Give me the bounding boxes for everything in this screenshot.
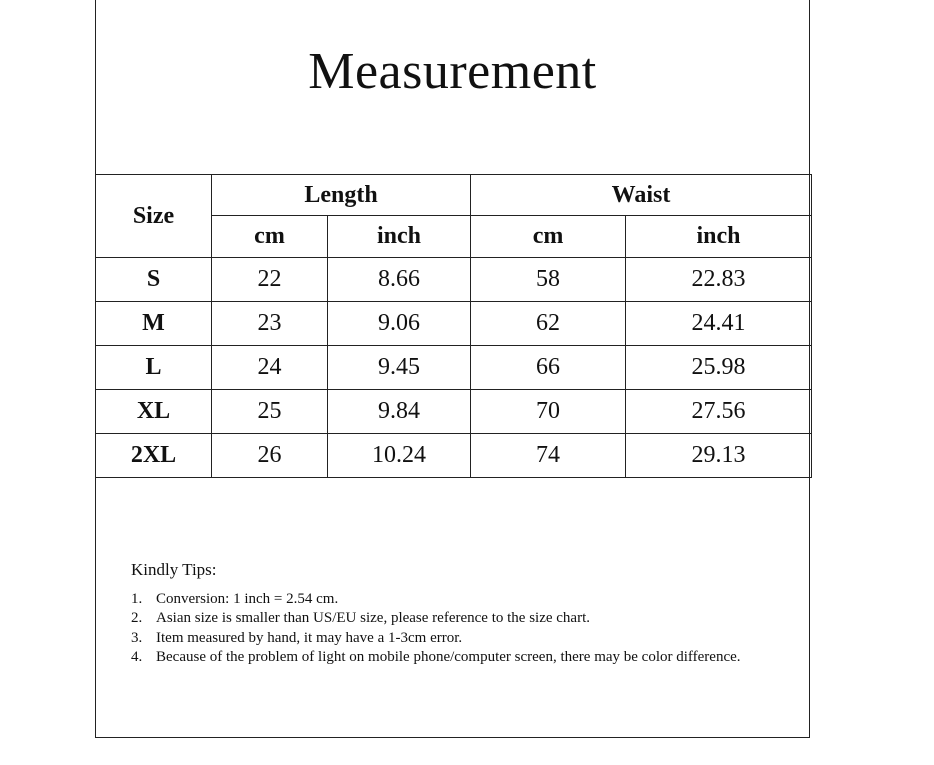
tip-number: 2. bbox=[131, 610, 143, 626]
length-cm-cell: 26 bbox=[212, 434, 328, 478]
list-item bbox=[131, 590, 751, 610]
waist-inch-cell: 22.83 bbox=[626, 258, 812, 302]
length-inch-cell: 9.45 bbox=[328, 346, 471, 390]
length-cm-cell: 22 bbox=[212, 258, 328, 302]
tip-text: Item measured by hand, it may have a 1-3cm error. bbox=[156, 629, 463, 646]
length-inch-cell: 9.84 bbox=[328, 390, 471, 434]
length-cm-header: cm bbox=[212, 216, 328, 258]
length-cm-cell: 25 bbox=[212, 390, 328, 434]
tip-text: Because of the problem of light on mobile phone/computer screen, there may be color difference. bbox=[156, 649, 741, 665]
tip-number: 4. bbox=[131, 649, 143, 665]
waist-cm-cell: 70 bbox=[471, 390, 626, 434]
tip-text: Conversion: 1 inch = 2.54 cm. bbox=[156, 590, 339, 607]
page-title: Measurement bbox=[308, 43, 597, 100]
waist-inch-cell: 25.98 bbox=[626, 346, 812, 390]
kindly-tips bbox=[131, 560, 751, 668]
length-cm-cell: 24 bbox=[212, 346, 328, 390]
size-cell: S bbox=[96, 258, 212, 302]
table-row bbox=[96, 434, 812, 478]
list-item bbox=[131, 609, 751, 629]
tip-number: 3. bbox=[131, 629, 143, 646]
waist-cm-cell: 66 bbox=[471, 346, 626, 390]
length-inch-header: inch bbox=[328, 216, 471, 258]
length-inch-cell: 9.06 bbox=[328, 302, 471, 346]
tip-text: Asian size is smaller than US/EU size, please reference to the size chart. bbox=[156, 610, 590, 626]
size-cell: L bbox=[96, 346, 212, 390]
size-cell: XL bbox=[96, 390, 212, 434]
waist-inch-header: inch bbox=[626, 216, 812, 258]
tip-number: 1. bbox=[131, 590, 143, 607]
waist-inch-cell: 27.56 bbox=[626, 390, 812, 434]
table-row bbox=[96, 302, 812, 346]
waist-cm-cell: 62 bbox=[471, 302, 626, 346]
size-cell: 2XL bbox=[96, 434, 212, 478]
waist-cm-cell: 74 bbox=[471, 434, 626, 478]
waist-group-header: Waist bbox=[471, 175, 812, 216]
size-cell: M bbox=[96, 302, 212, 346]
waist-inch-cell: 29.13 bbox=[626, 434, 812, 478]
waist-cm-cell: 58 bbox=[471, 258, 626, 302]
size-column-header: Size bbox=[96, 175, 212, 258]
table-row bbox=[96, 258, 812, 302]
table-row bbox=[96, 390, 812, 434]
list-item bbox=[131, 648, 751, 668]
length-inch-cell: 8.66 bbox=[328, 258, 471, 302]
length-group-header: Length bbox=[212, 175, 471, 216]
length-inch-cell: 10.24 bbox=[328, 434, 471, 478]
tips-list bbox=[131, 590, 751, 668]
table-row bbox=[96, 346, 812, 390]
waist-inch-cell: 24.41 bbox=[626, 302, 812, 346]
list-item bbox=[131, 629, 751, 649]
size-chart-table bbox=[95, 174, 812, 478]
length-cm-cell: 23 bbox=[212, 302, 328, 346]
tips-title: Kindly Tips: bbox=[131, 560, 217, 579]
waist-cm-header: cm bbox=[471, 216, 626, 258]
